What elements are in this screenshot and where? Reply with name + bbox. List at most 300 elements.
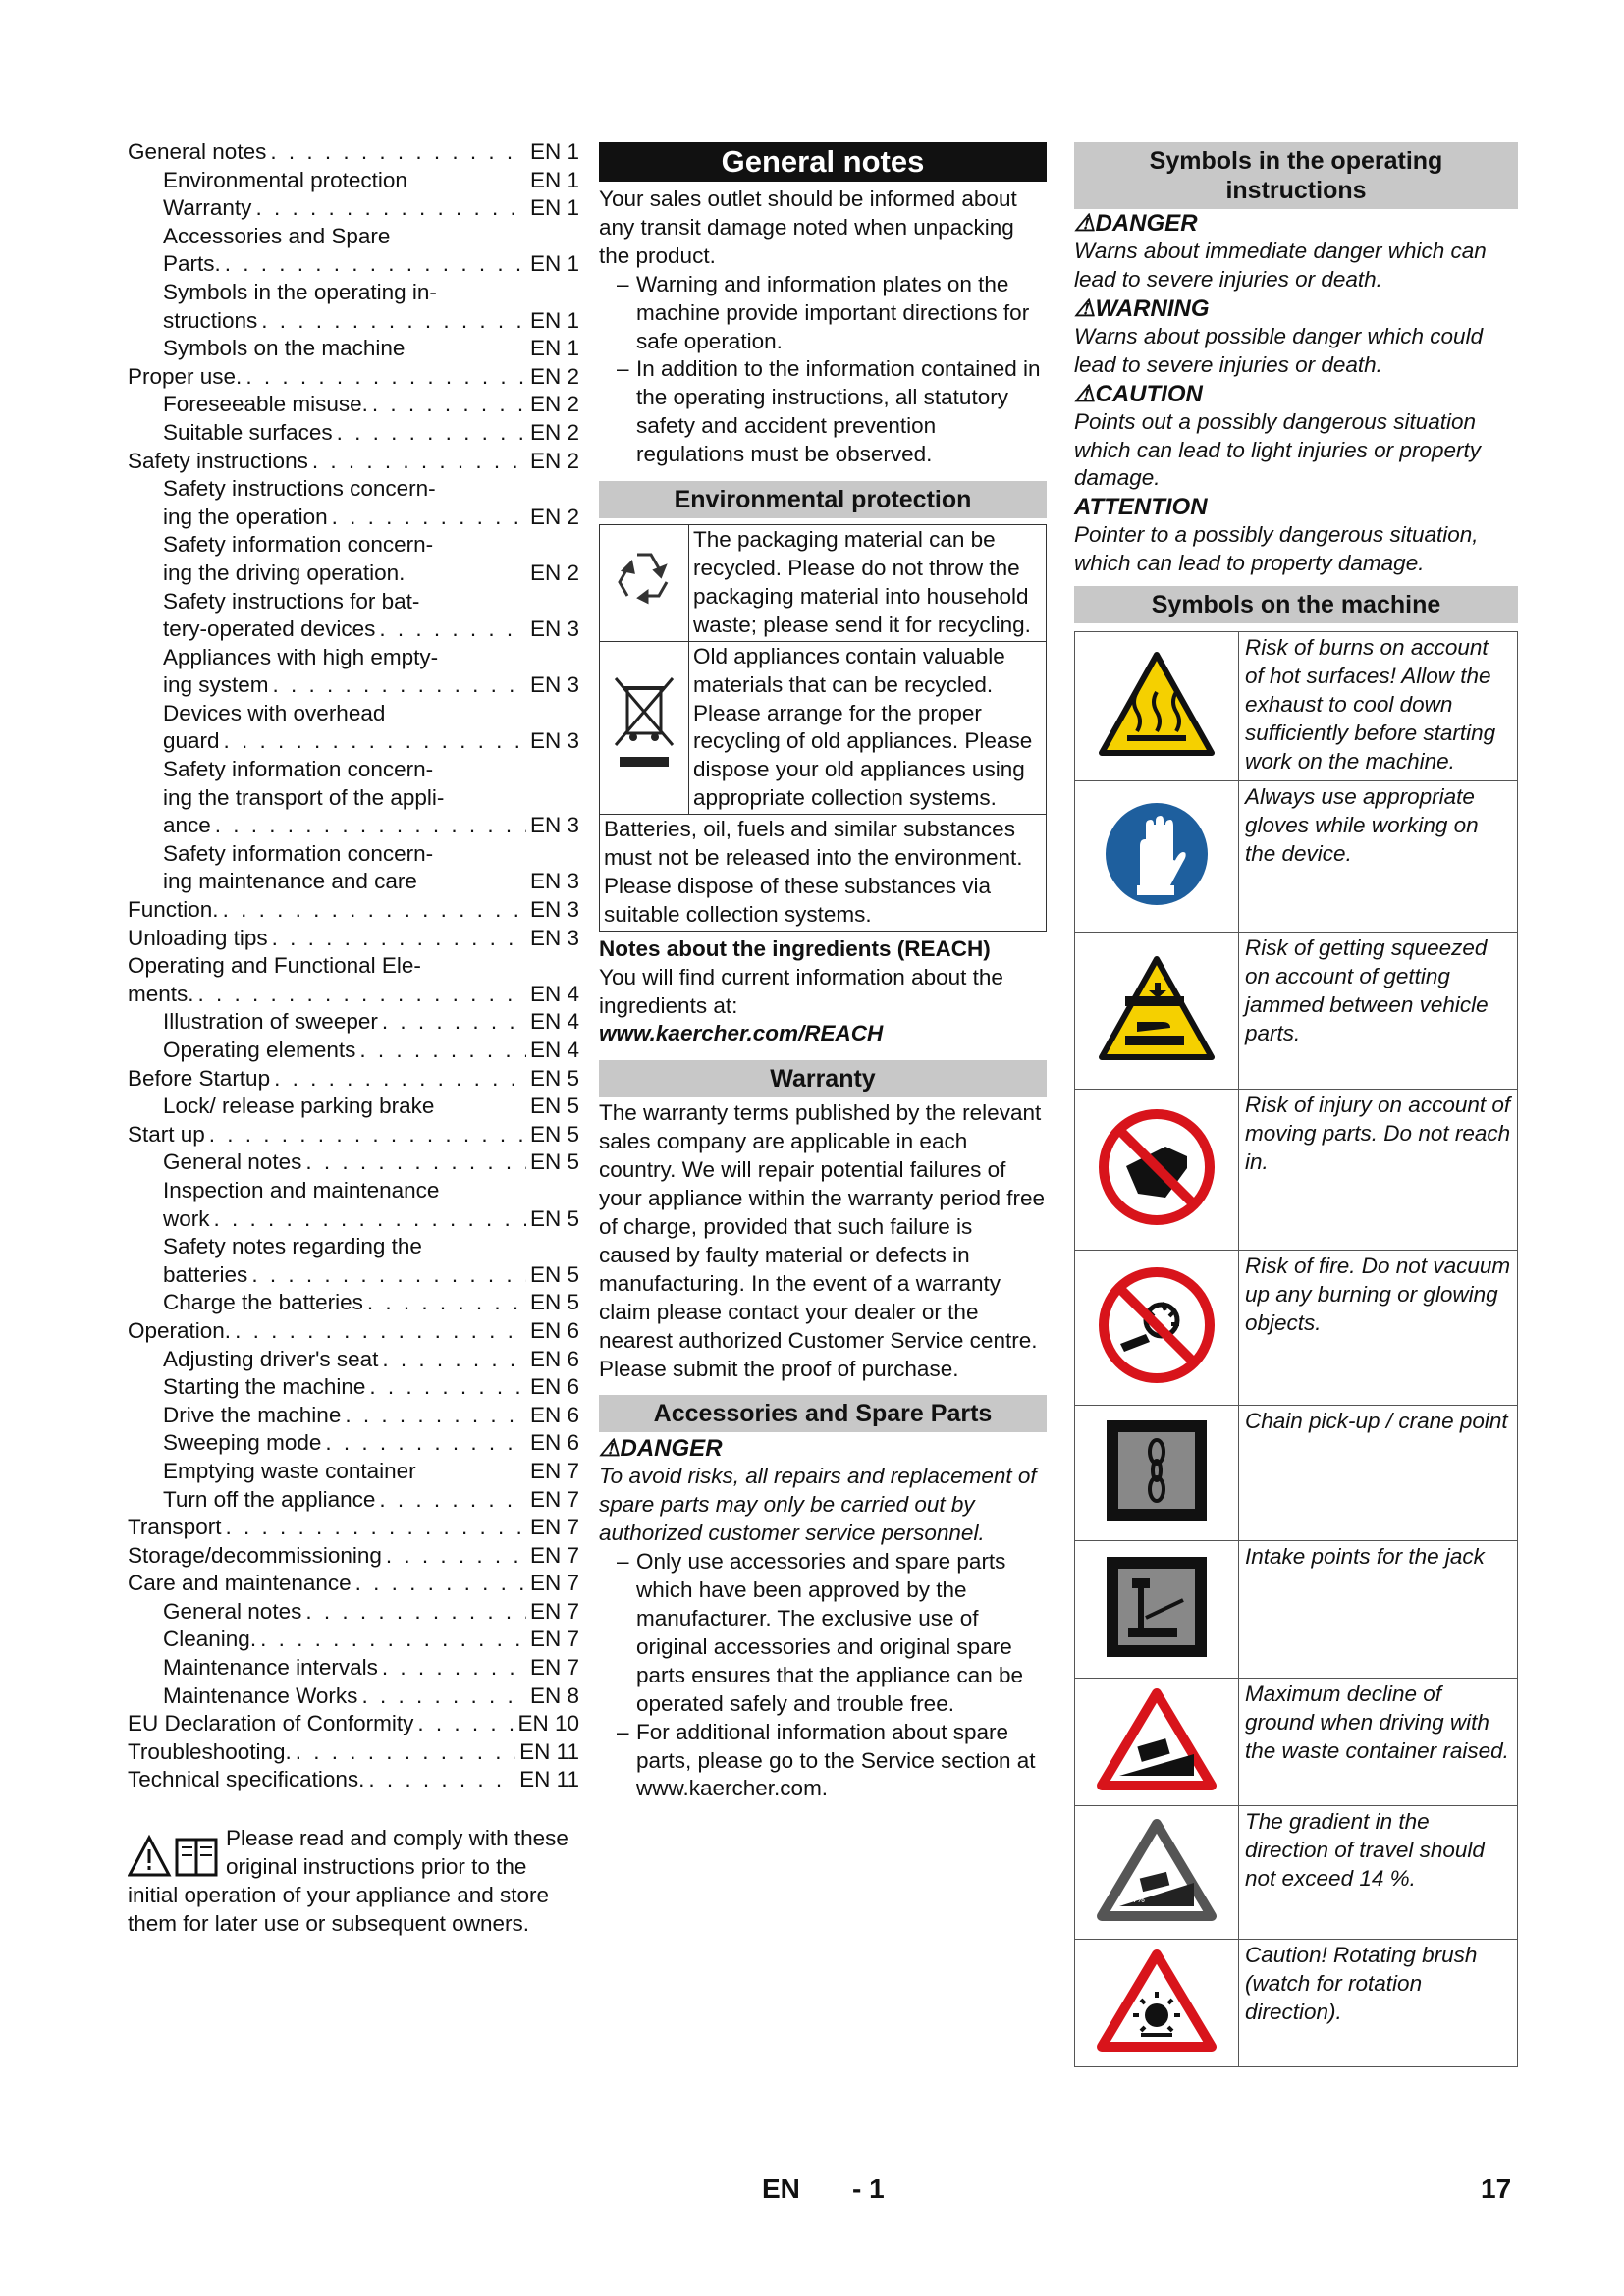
toc-entry[interactable] [128,1766,579,1794]
gradient-warning-icon [1096,1816,1218,1924]
toc-entry-page: EN 7 [529,1655,579,1681]
toc-entry[interactable] [128,1205,579,1234]
bullet-text: Warning and information plates on the machine provide important directions for safe operation. [636,271,1030,353]
accessories-danger-text: To avoid risks, all repairs and replacement of spare parts may only be carried out by authorized customer service personnel. [599,1464,1037,1546]
general-notes-bullets [599,271,1047,469]
rotating-brush-warning-icon [1096,1947,1218,2055]
toc-leader-dots [223,896,526,925]
read-note-text: Please read and comply with these original instructions prior to the initial operation of your appliance and store them for later use or subsequent owners. [128,1826,568,1937]
signal-word-label: CAUTION [1095,380,1203,407]
toc-leader-dots [225,250,526,279]
toc-leader-dots [251,1261,526,1290]
toc-leader-dots [448,784,575,813]
jack-point-icon [1103,1553,1211,1661]
svg-text:14%: 14% [1125,1896,1146,1906]
toc-entry-page: EN 5 [529,1205,579,1231]
toc-entry[interactable] [128,167,579,195]
toc-entry[interactable] [128,1317,579,1346]
general-notes-heading: General notes [599,142,1047,182]
toc-entry[interactable] [128,812,579,840]
toc-leader-dots [382,1654,526,1682]
signal-word [1074,493,1518,521]
toc-entry[interactable] [128,1008,579,1037]
toc-leader-dots [408,560,526,588]
toc-entry[interactable] [128,250,579,279]
toc-leader-dots [325,1429,526,1458]
accessories-heading: Accessories and Spare Parts [599,1395,1047,1432]
toc-entry-page: EN 6 [529,1374,579,1400]
toc-leader-dots [270,138,526,167]
symbol-text-7: Maximum decline of ground when driving with the waste container raised. [1239,1679,1518,1806]
toc-leader-dots [274,1065,526,1094]
toc-entry[interactable] [128,981,579,1009]
toc-entry-title: Starting the machine [163,1374,366,1400]
toc-entry-title: Charge the batteries [163,1290,363,1315]
toc-entry-page: EN 5 [529,1121,579,1147]
toc-entry-page: EN 8 [529,1682,579,1708]
toc-entry-page: EN 3 [529,672,579,698]
toc-entry-title: Warranty [163,195,252,221]
toc-leader-dots [443,1177,575,1205]
toc-entry-page: EN 2 [529,392,579,417]
toc-entry[interactable] [128,1458,579,1486]
danger-label: DANGER [620,1435,723,1463]
toc-entry[interactable] [128,1570,579,1598]
no-reach-moving-parts-icon [1097,1107,1217,1227]
toc-entry[interactable] [128,279,579,307]
toc-entry-title: General notes [163,1598,302,1624]
toc-entry-title: Symbols in the operating in- [163,279,437,304]
toc-entry[interactable] [128,1346,579,1374]
toc-leader-dots [437,531,575,560]
toc-entry-title: Safety instructions [128,448,308,473]
toc-entry-title: Cleaning. [163,1627,257,1652]
warranty-heading: Warranty [599,1060,1047,1097]
toc-entry-page: EN 7 [529,1627,579,1652]
toc-entry-title: Proper use. [128,363,243,389]
crush-hazard-icon [1098,953,1216,1063]
toc-entry-page: EN 3 [529,925,579,950]
right-column [1074,142,1518,2067]
toc-entry[interactable] [128,840,579,869]
toc-entry-title: Safety information concern- [163,532,434,558]
packaging-recycle-text: The packaging material can be recycled. Please do not throw the packaging material into household waste; please send it for recycling. [689,525,1047,642]
toc-entry[interactable] [128,1148,579,1177]
decline-warning-icon [1096,1685,1218,1793]
toc-leader-dots [369,1373,526,1402]
toc-entry-title: Care and maintenance [128,1571,352,1596]
toc-entry-title: tery-operated devices [163,616,376,642]
toc-entry-page: EN 5 [529,1261,579,1287]
toc-entry-page: EN 6 [529,1402,579,1427]
toc-entry-title: Sweeping mode [163,1430,322,1456]
toc-entry-page: EN 3 [529,728,579,754]
signal-word-description: Pointer to a possibly dangerous situation, which can lead to property damage. [1074,522,1479,576]
toc-entry-page: EN 5 [529,1290,579,1315]
warning-triangle-icon: ⚠ [599,1435,621,1463]
footer-page-number: 17 [1481,2173,1512,2204]
toc-leader-dots [260,1626,526,1654]
bullet-dash: – [617,356,629,382]
toc-leader-dots [411,167,526,195]
signal-word [1074,380,1518,408]
toc-entry-title: Suitable surfaces [163,419,333,445]
toc-entry[interactable] [128,138,579,167]
bullet-dash: – [617,1549,629,1575]
footer-lang: EN [762,2173,800,2204]
bullet-item [599,355,1047,469]
toc-entry-title: ing system [163,672,269,698]
toc-leader-dots [426,1233,575,1261]
toc-leader-dots [261,307,526,336]
toc-entry[interactable] [128,560,579,588]
signal-word-description: Warns about immediate danger which can lead to severe injuries or death. [1074,239,1487,292]
toc-entry[interactable] [128,1429,579,1458]
toc-entry-page: EN 1 [529,167,579,192]
toc-leader-dots [442,644,575,672]
toc-entry[interactable] [128,727,579,756]
toc-leader-dots [389,700,575,728]
toc-entry-title: General notes [163,1149,302,1175]
symbol-text-3: Risk of injury on account of moving parts. Do not reach in. [1239,1090,1518,1251]
toc-entry-title: Operating elements [163,1038,356,1062]
toc-leader-dots [245,363,526,392]
toc-entry-page: EN 1 [529,195,579,221]
toc-leader-dots [441,279,575,307]
toc-entry-page: EN 11 [519,1738,579,1764]
toc-entry[interactable] [128,644,579,672]
bullet-item [599,1719,1047,1804]
bullet-item [599,271,1047,356]
toc-entry-title: Transport [128,1515,222,1540]
toc-entry-page: EN 11 [519,1767,579,1792]
symbol-text-9: Caution! Rotating brush (watch for rotation direction). [1239,1940,1518,2067]
toc-list [128,138,579,1794]
reach-title: Notes about the ingredients (REACH) [599,935,991,961]
toc-entry-title: guard [163,728,220,754]
toc-leader-dots [379,1486,526,1515]
reach-text: You will find current information about the ingredients at: [599,964,1003,1018]
toc-entry-title: General notes [128,139,267,164]
toc-entry-page: EN 5 [529,1094,579,1119]
toc-leader-dots [437,756,575,784]
toc-entry-page: EN 6 [529,1430,579,1456]
signal-word-label: WARNING [1095,294,1210,322]
signal-word-description: Warns about possible danger which could lead to severe injuries or death. [1074,323,1484,377]
toc-entry[interactable] [128,1065,579,1094]
toc-leader-dots [425,952,575,981]
toc-leader-dots [332,504,526,532]
old-appliances-text: Old appliances contain valuable materials that can be recycled. Please arrange for the proper recycling of old appliances. Please dispose your old appliances using appropriate collection systems. [689,641,1047,814]
toc-leader-dots [337,419,526,448]
toc-entry[interactable] [128,194,579,223]
toc-entry-title: Safety instructions for bat- [163,588,420,614]
reach-url[interactable]: www.kaercher.com/REACH [599,1021,884,1046]
toc-entry-page: EN 4 [529,1009,579,1035]
toc-entry[interactable] [128,756,579,784]
toc-entry-title: Technical specifications. [128,1767,365,1792]
toc-entry-page: EN 4 [529,981,579,1006]
toc-leader-dots [359,1037,526,1065]
footer-page: - 1 [852,2173,885,2204]
toc-entry-title: ing the operation [163,504,328,529]
toc-entry-title: Safety information concern- [163,840,434,866]
toc-entry[interactable] [128,1037,579,1065]
toc-entry[interactable] [128,952,579,981]
gloves-mandatory-icon [1102,799,1212,909]
toc-entry[interactable] [128,671,579,700]
toc-entry-title: Devices with overhead [163,700,386,725]
symbols-instructions-list [1074,209,1518,578]
toc-leader-dots [355,1570,526,1598]
toc-entry-page: EN 7 [529,1515,579,1540]
toc-entry-title: Before Startup [128,1065,271,1091]
toc-entry-title: Appliances with high empty- [163,644,439,669]
toc-entry[interactable] [128,335,579,363]
symbol-text-2: Risk of getting squeezed on account of getting jammed between vehicle parts. [1239,933,1518,1090]
toc-entry-title: Start up [128,1121,205,1147]
toc-entry[interactable] [128,475,579,504]
toc-entry-title: Turn off the appliance [163,1486,376,1512]
toc-entry[interactable] [128,504,579,532]
bullet-text: Only use accessories and spare parts which have been approved by the manufacturer. The exclusive use of original accessories and original spare parts ensures that the appliance can be operated safely and trouble free. [636,1549,1024,1716]
toc-leader-dots [438,1093,526,1121]
toc-leader-dots [421,868,526,896]
toc-entry-page: EN 2 [529,363,579,389]
toc-entry-page: EN 7 [529,1598,579,1624]
toc-entry-title: Maintenance Works [163,1682,358,1708]
toc-entry[interactable] [128,363,579,392]
toc-leader-dots [420,1458,526,1486]
toc-leader-dots [215,812,526,840]
toc-entry[interactable] [128,419,579,448]
toc-leader-dots [345,1402,526,1430]
toc-entry-page: EN 6 [529,1317,579,1343]
read-instructions-note [128,1824,579,1938]
toc-entry-title: ing the driving operation. [163,560,406,585]
symbol-text-4: Risk of fire. Do not vacuum up any burning or glowing objects. [1239,1251,1518,1406]
toc-entry-page: EN 1 [529,139,579,164]
general-notes-intro: Your sales outlet should be informed about any transit damage noted when unpacking the product. [599,187,1017,268]
toc-entry-page: EN 2 [529,419,579,445]
toc-entry[interactable] [128,1710,579,1738]
toc-entry[interactable] [128,531,579,560]
middle-column [599,142,1047,1803]
bullet-dash: – [617,271,629,296]
toc-entry-title: ing the transport of the appli- [163,784,445,810]
toc-entry-page: EN 5 [529,1065,579,1091]
toc-entry-page: EN 2 [529,504,579,529]
symbols-instructions-heading: Symbols in the operating instructions [1074,142,1518,209]
toc-entry[interactable] [128,1233,579,1261]
toc-entry-page: EN 7 [529,1458,579,1483]
toc-entry-title: batteries [163,1261,248,1287]
toc-entry[interactable] [128,1177,579,1205]
table-of-contents [128,138,579,1938]
toc-entry-title: Safety instructions concern- [163,476,436,502]
warranty-text: The warranty terms published by the relevant sales company are applicable in each country. We will repair potential failures of your appliance within the warranty period free of charge, provided that such failure is caused by faulty material or defects in manufacturing. In the event of a warranty claim please contact your dealer or the nearest authorized Customer Service centre. Please submit the proof of purchase. [599,1100,1045,1381]
toc-entry-title: Function. [128,897,219,923]
toc-entry-title: structions [163,307,258,333]
toc-entry[interactable] [128,1486,579,1515]
toc-entry-page: EN 6 [529,1346,579,1371]
toc-entry-title: Inspection and maintenance [163,1177,440,1202]
toc-leader-dots [440,475,575,504]
toc-entry-title: ance [163,813,211,838]
toc-entry-title: Maintenance intervals [163,1655,378,1681]
signal-word-label: ATTENTION [1074,494,1208,521]
toc-leader-dots [372,391,526,419]
recycle-icon-cell [600,525,689,642]
toc-entry[interactable] [128,588,579,616]
toc-entry-title: Illustration of sweeper [163,1009,378,1035]
toc-entry-title: Environmental protection [163,167,407,192]
toc-entry-page: EN 7 [529,1542,579,1568]
toc-leader-dots [272,925,526,953]
toc-entry-page: EN 7 [529,1486,579,1512]
toc-entry-title: Operating and Functional Ele- [128,953,421,979]
toc-entry-page: EN 2 [529,560,579,585]
toc-entry-title: Safety information concern- [163,757,434,782]
toc-entry-title: Troubleshooting. [128,1738,292,1764]
toc-entry[interactable] [128,1093,579,1121]
toc-leader-dots [224,727,526,756]
bullet-dash: – [617,1719,629,1744]
read-manual-icon [128,1832,226,1877]
weee-icon-cell [600,641,689,814]
toc-entry[interactable] [128,1654,579,1682]
toc-entry-title: ing maintenance and care [163,869,417,894]
hot-surface-warning-icon [1098,649,1216,759]
toc-leader-dots [382,1008,526,1037]
toc-entry-page: EN 10 [517,1711,579,1736]
accessories-danger [599,1434,1047,1463]
symbols-machine-heading: Symbols on the machine [1074,586,1518,623]
toc-leader-dots [408,335,526,363]
symbol-text-6: Intake points for the jack [1239,1541,1518,1679]
toc-entry-page: EN 3 [529,869,579,894]
toc-entry[interactable] [128,1261,579,1290]
toc-leader-dots [394,223,575,251]
toc-entry-page: EN 3 [529,897,579,923]
toc-entry[interactable] [128,868,579,896]
signal-word [1074,294,1518,323]
toc-entry-page: EN 2 [529,448,579,473]
toc-entry-title: Adjusting driver's seat [163,1346,379,1371]
toc-entry[interactable] [128,1738,579,1767]
bullet-item [599,1548,1047,1718]
toc-entry-page: EN 4 [529,1038,579,1062]
toc-leader-dots [423,588,575,616]
signal-word-label: DANGER [1095,210,1198,237]
toc-entry[interactable] [128,615,579,644]
symbol-text-8: The gradient in the direction of travel should not exceed 14 %. [1239,1806,1518,1940]
toc-entry[interactable] [128,925,579,953]
warning-triangle-icon: ⚠ [1074,380,1096,407]
no-burning-objects-icon [1097,1265,1217,1385]
toc-entry[interactable] [128,1626,579,1654]
symbols-machine-table [1074,631,1518,2067]
symbol-text-1: Always use appropriate gloves while working on the device. [1239,781,1518,933]
toc-entry-title: Parts. [163,251,221,277]
toc-entry[interactable] [128,1598,579,1627]
chain-crane-point-icon [1103,1416,1211,1524]
toc-entry-title: ments. [128,981,194,1006]
toc-entry[interactable] [128,1373,579,1402]
toc-leader-dots [305,1148,526,1177]
toc-entry-title: Unloading tips [128,925,268,950]
toc-leader-dots [361,1682,526,1711]
toc-entry-title: Emptying waste container [163,1458,416,1483]
toc-entry-page: EN 7 [529,1571,579,1596]
toc-entry-title: Operation. [128,1317,232,1343]
toc-leader-dots [305,1598,526,1627]
signal-word-description: Points out a possibly dangerous situation which can lead to light injuries or property damage. [1074,408,1481,491]
toc-entry[interactable] [128,1542,579,1571]
crossed-bin-icon [610,674,678,773]
toc-entry[interactable] [128,784,579,813]
toc-entry-title: Safety notes regarding the [163,1234,422,1259]
accessories-bullets [599,1548,1047,1803]
toc-leader-dots [379,615,526,644]
toc-leader-dots [417,1710,514,1738]
toc-entry-title: Accessories and Spare [163,223,391,248]
toc-leader-dots [367,1289,526,1317]
toc-entry[interactable] [128,307,579,336]
toc-entry[interactable] [128,1514,579,1542]
symbol-text-0: Risk of burns on account of hot surfaces! Allow the exhaust to cool down sufficiently before starting work on the machine. [1239,632,1518,781]
bullet-text: In addition to the information contained in the operating instructions, all statutory safety and accident prevention regulations must be observed. [636,356,1041,467]
toc-entry-page: EN 1 [529,251,579,277]
toc-entry[interactable] [128,1682,579,1711]
toc-entry-page: EN 1 [529,336,579,361]
warning-triangle-icon: ⚠ [1074,210,1096,237]
recycle-icon [610,545,678,614]
toc-entry[interactable] [128,1289,579,1317]
toc-entry[interactable] [128,448,579,476]
signal-word [1074,209,1518,238]
toc-entry-page: EN 5 [529,1149,579,1175]
toc-entry-title: Foreseeable misuse. [163,392,368,417]
toc-leader-dots [209,1121,526,1149]
toc-entry[interactable] [128,391,579,419]
symbol-text-5: Chain pick-up / crane point [1239,1406,1518,1541]
toc-entry-page: EN 1 [529,307,579,333]
toc-entry[interactable] [128,1402,579,1430]
toc-leader-dots [255,194,526,223]
toc-entry[interactable] [128,1121,579,1149]
toc-entry-page: EN 3 [529,813,579,838]
toc-entry-title: EU Declaration of Conformity [128,1711,414,1736]
toc-entry-title: Drive the machine [163,1402,342,1427]
environmental-heading: Environmental protection [599,481,1047,518]
toc-leader-dots [235,1317,526,1346]
toc-entry-title: Lock/ release parking brake [163,1094,435,1119]
bullet-text: For additional information about spare parts, please go to the Service section at www.kaercher.com. [636,1719,1036,1801]
toc-leader-dots [296,1738,515,1767]
batteries-oil-text: Batteries, oil, fuels and similar substances must not be released into the environment. Please dispose of these substances via suitable collection systems. [600,815,1047,932]
toc-leader-dots [368,1766,515,1794]
toc-leader-dots [273,671,526,700]
toc-leader-dots [214,1205,526,1234]
toc-entry-title: Storage/decommissioning [128,1542,382,1568]
toc-entry[interactable] [128,700,579,728]
toc-entry-page: EN 3 [529,616,579,642]
toc-leader-dots [386,1542,526,1571]
warning-triangle-icon: ⚠ [1074,294,1096,322]
toc-entry[interactable] [128,223,579,251]
toc-entry[interactable] [128,896,579,925]
